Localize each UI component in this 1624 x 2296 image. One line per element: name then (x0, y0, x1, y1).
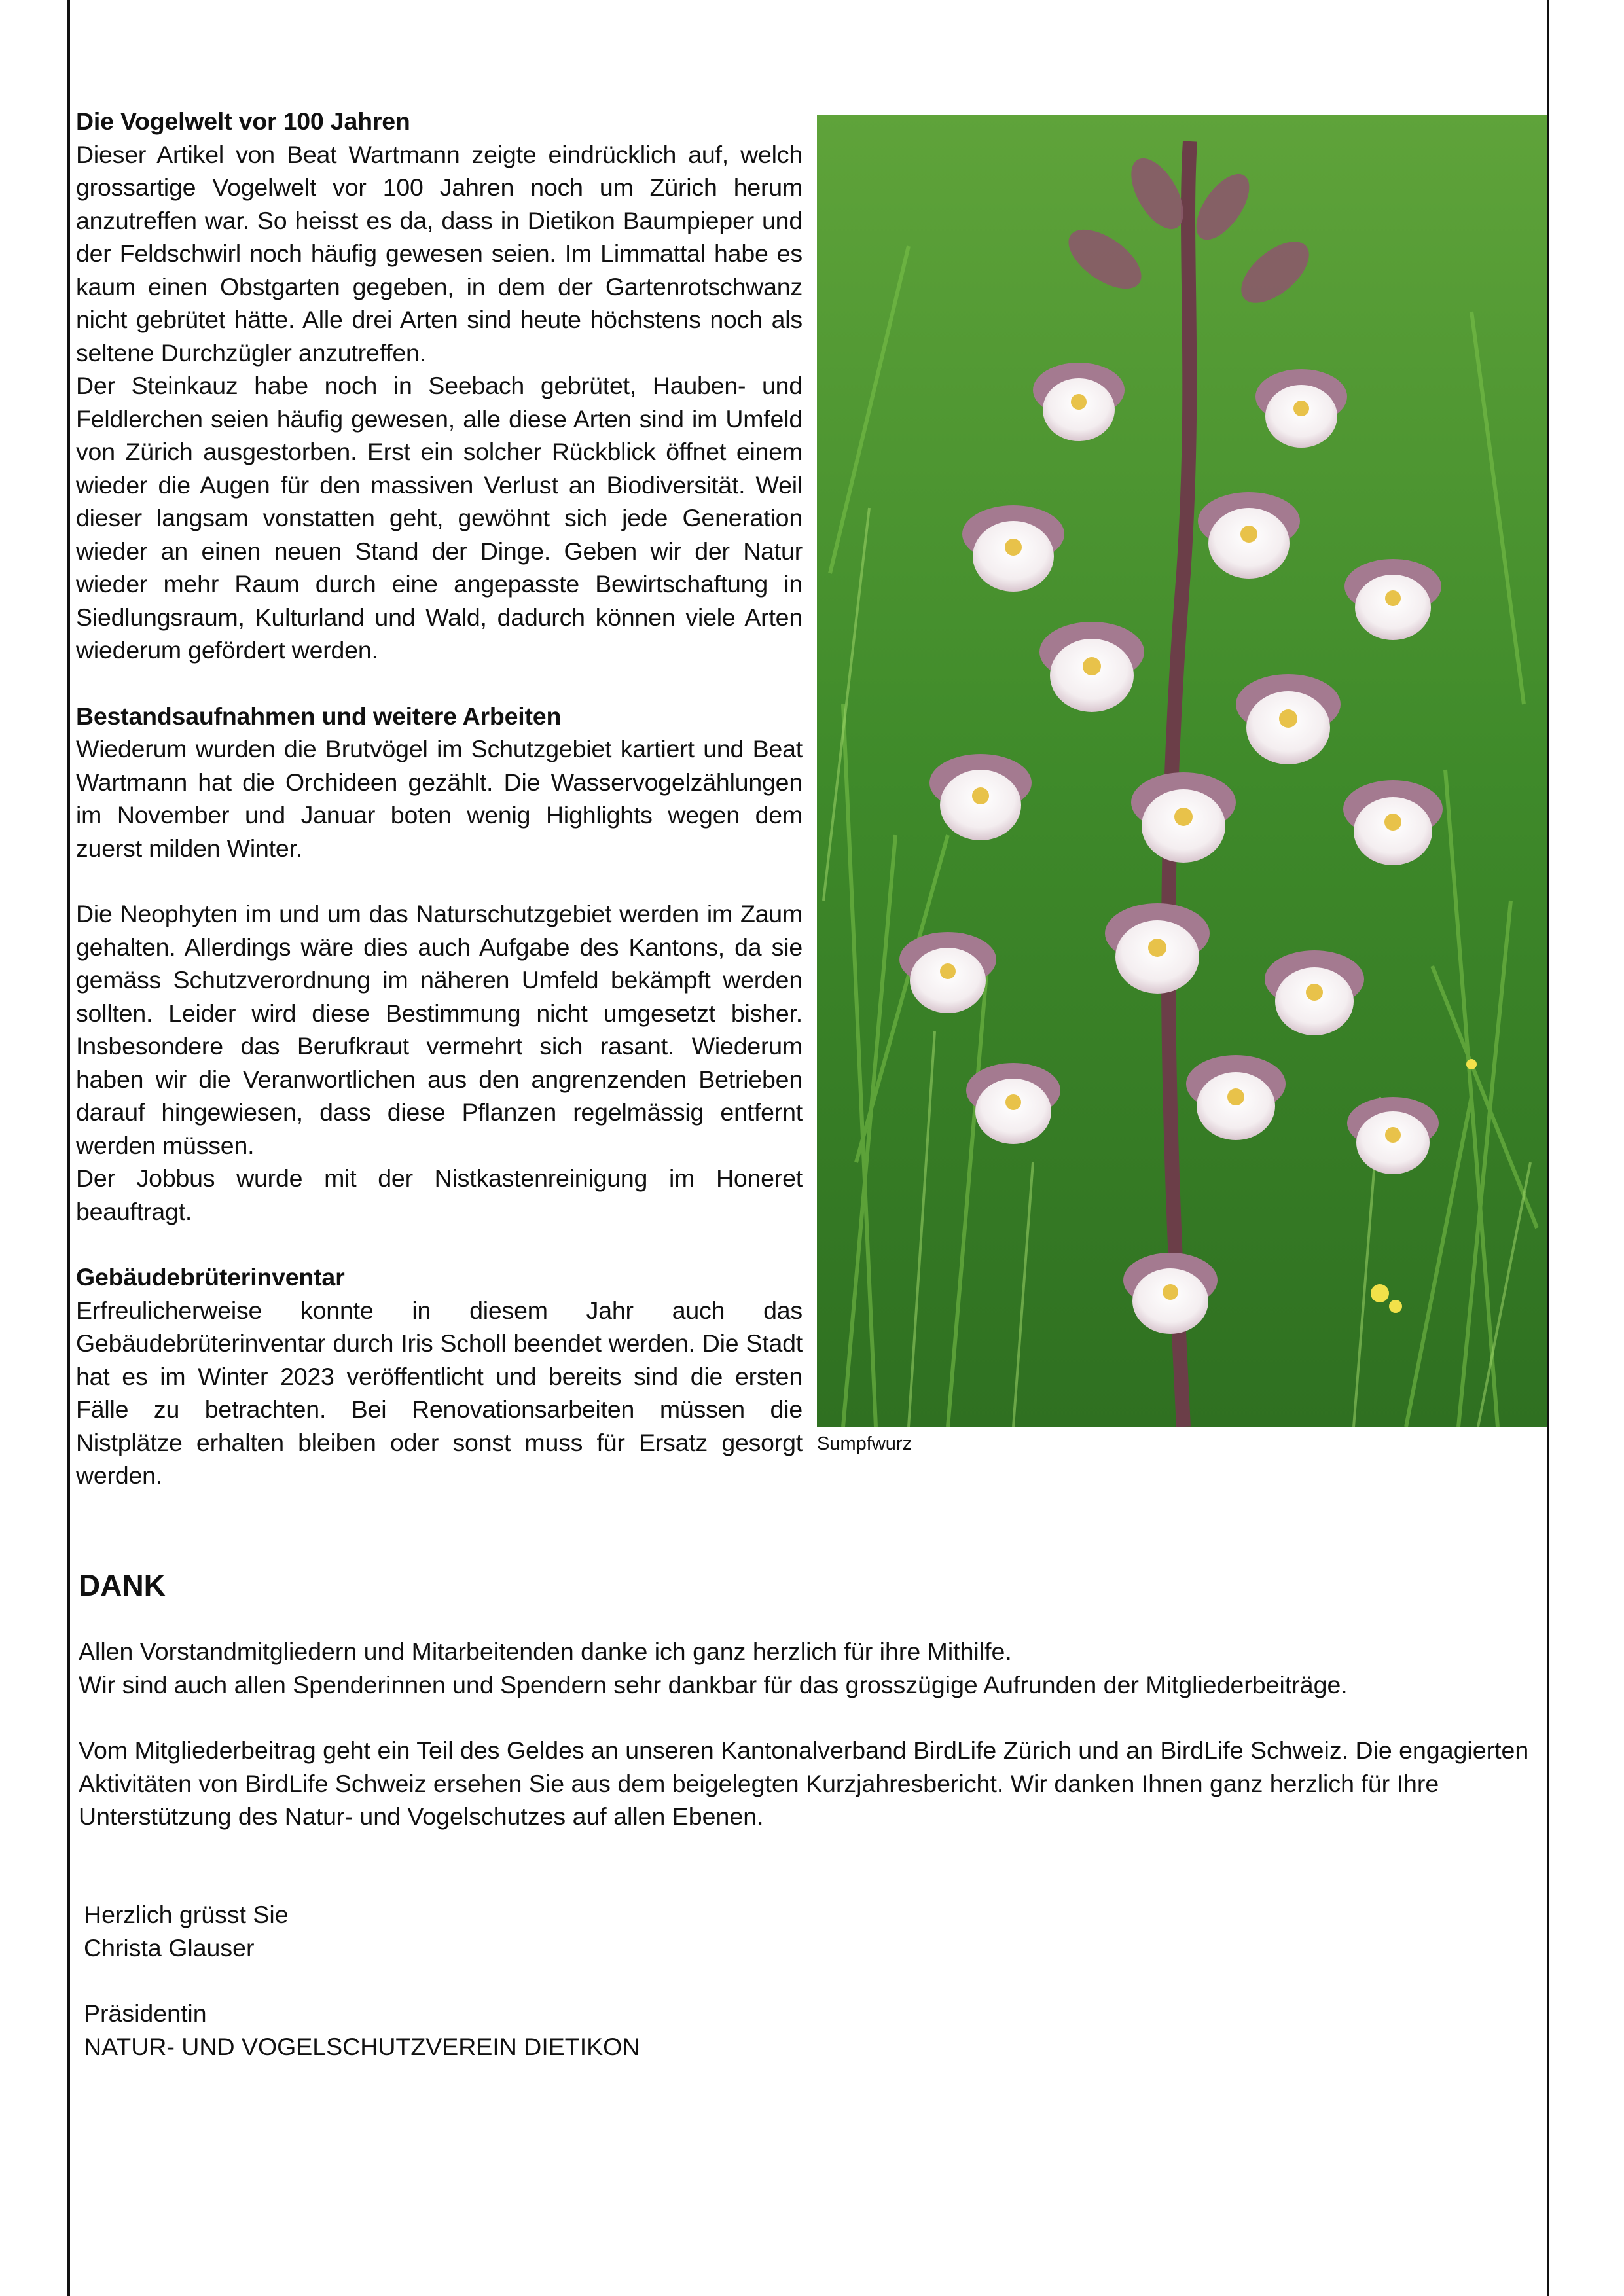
paragraph: Wiederum wurden die Brutvögel im Schutzgebiet kartiert und Beat Wartmann hat die Orchideen gezählt. Die Wasservogelzählungen im November und Januar boten wenig Highlights wegen dem zuerst milden Winter. (76, 735, 803, 862)
page-border-left (67, 0, 70, 2296)
dank-line: Wir sind auch allen Spenderinnen und Spendern sehr dankbar für das grosszügige Aufrunden der Mitgliederbeiträge. (79, 1670, 1348, 1698)
orchid-photo (817, 115, 1547, 1427)
article-column (76, 105, 803, 1492)
section-heading-vogelwelt: Die Vogelwelt vor 100 Jahren (76, 107, 410, 135)
signer-name: Christa Glauser (84, 1933, 255, 1962)
dank-paragraph: Vom Mitgliederbeitrag geht ein Teil des Geldes an unseren Kantonalverband BirdLife Zürich und an BirdLife Schweiz. Die engagierten Aktivitäten von BirdLife Schweiz ersehen Sie aus dem beigelegten Kurzjahresbericht. Wir danken Ihnen ganz herzlich für Ihre Unterstützung des Natur- und Vogelschutzes auf allen Ebenen. (79, 1736, 1529, 1830)
greeting: Herzlich grüsst Sie (84, 1901, 289, 1928)
paragraph: Die Neophyten im und um das Naturschutzgebiet werden im Zaum gehalten. Allerdings wäre dies auch Aufgabe des Kantons, da sie gemäss Schutzverordnung im näheren Umfeld bekämpft werden sollten. Leider wird diese Bestimmung nicht umgesetzt bisher. Insbesondere das Berufkraut vermehrt sich rasant. Wiederum haben wir die Veranwortlichen aus den angrenzenden Betrieben darauf hingewiesen, dass diese Pflanzen regelmässig entfernt werden müssen. (76, 900, 803, 1159)
organization-name: NATUR- UND VOGELSCHUTZVEREIN DIETIKON (84, 2032, 640, 2060)
dank-body (79, 1635, 1538, 1833)
spacer (76, 1228, 803, 1261)
dank-line: Allen Vorstandmitgliedern und Mitarbeitenden danke ich ganz herzlich für ihre Mithilfe. (79, 1638, 1012, 1665)
spacer (76, 865, 803, 897)
dank-heading: DANK (79, 1568, 166, 1602)
signer-role: Präsidentin (84, 2000, 207, 2027)
spacer (84, 1964, 640, 1997)
paragraph: Dieser Artikel von Beat Wartmann zeigte eindrücklich auf, welch grossartige Vogelwelt vor 100 Jahren noch um Zürich herum anzutreffen war. So heisst es da, dass in Dietikon Baumpieper und der Feldschwirl noch häufig gewesen seien. Im Limmattal habe es kaum einen Obstgarten gegeben, in dem der Gartenrotschwanz nicht gebrütet hätte. Alle drei Arten sind heute höchstens noch als seltene Durchzügler anzutreffen. (76, 140, 803, 367)
paragraph: Der Jobbus wurde mit der Nistkastenreinigung im Honeret beauftragt. (76, 1164, 803, 1225)
signoff (84, 1898, 640, 2063)
paragraph: Erfreulicherweise konnte in diesem Jahr auch das Gebäudebrüterinventar durch Iris Scholl beendet werden. Die Stadt hat es im Winter 2023 veröffentlicht und bereits sind die ersten Fälle zu betrachten. Bei Renovationsarbeiten müssen die Nistplätze erhalten bleiben oder sonst muss für Ersatz gesorgt werden. (76, 1296, 803, 1489)
photo-caption: Sumpfwurz (817, 1433, 912, 1454)
section-heading-bestandsaufnahmen: Bestandsaufnahmen und weitere Arbeiten (76, 702, 562, 730)
paragraph: Der Steinkauz habe noch in Seebach gebrütet, Hauben- und Feldlerchen seien häufig gewesen, alle diese Arten sind im Umfeld von Zürich ausgestorben. Erst ein solcher Rückblick öffnet einem wieder die Augen für den massiven Verlust an Biodiversität. Weil dieser langsam vonstatten geht, gewöhnt sich jede Generation wieder an einen neuen Stand der Dinge. Geben wir der Natur wieder mehr Raum durch eine angepasste Bewirtschaftung in Siedlungsraum, Kulturland und Wald, dadurch können viele Arten wiederum gefördert werden. (76, 372, 803, 664)
spacer (79, 1701, 1538, 1734)
section-heading-gebaeudebrueter: Gebäudebrüterinventar (76, 1263, 345, 1291)
spacer (76, 667, 803, 700)
